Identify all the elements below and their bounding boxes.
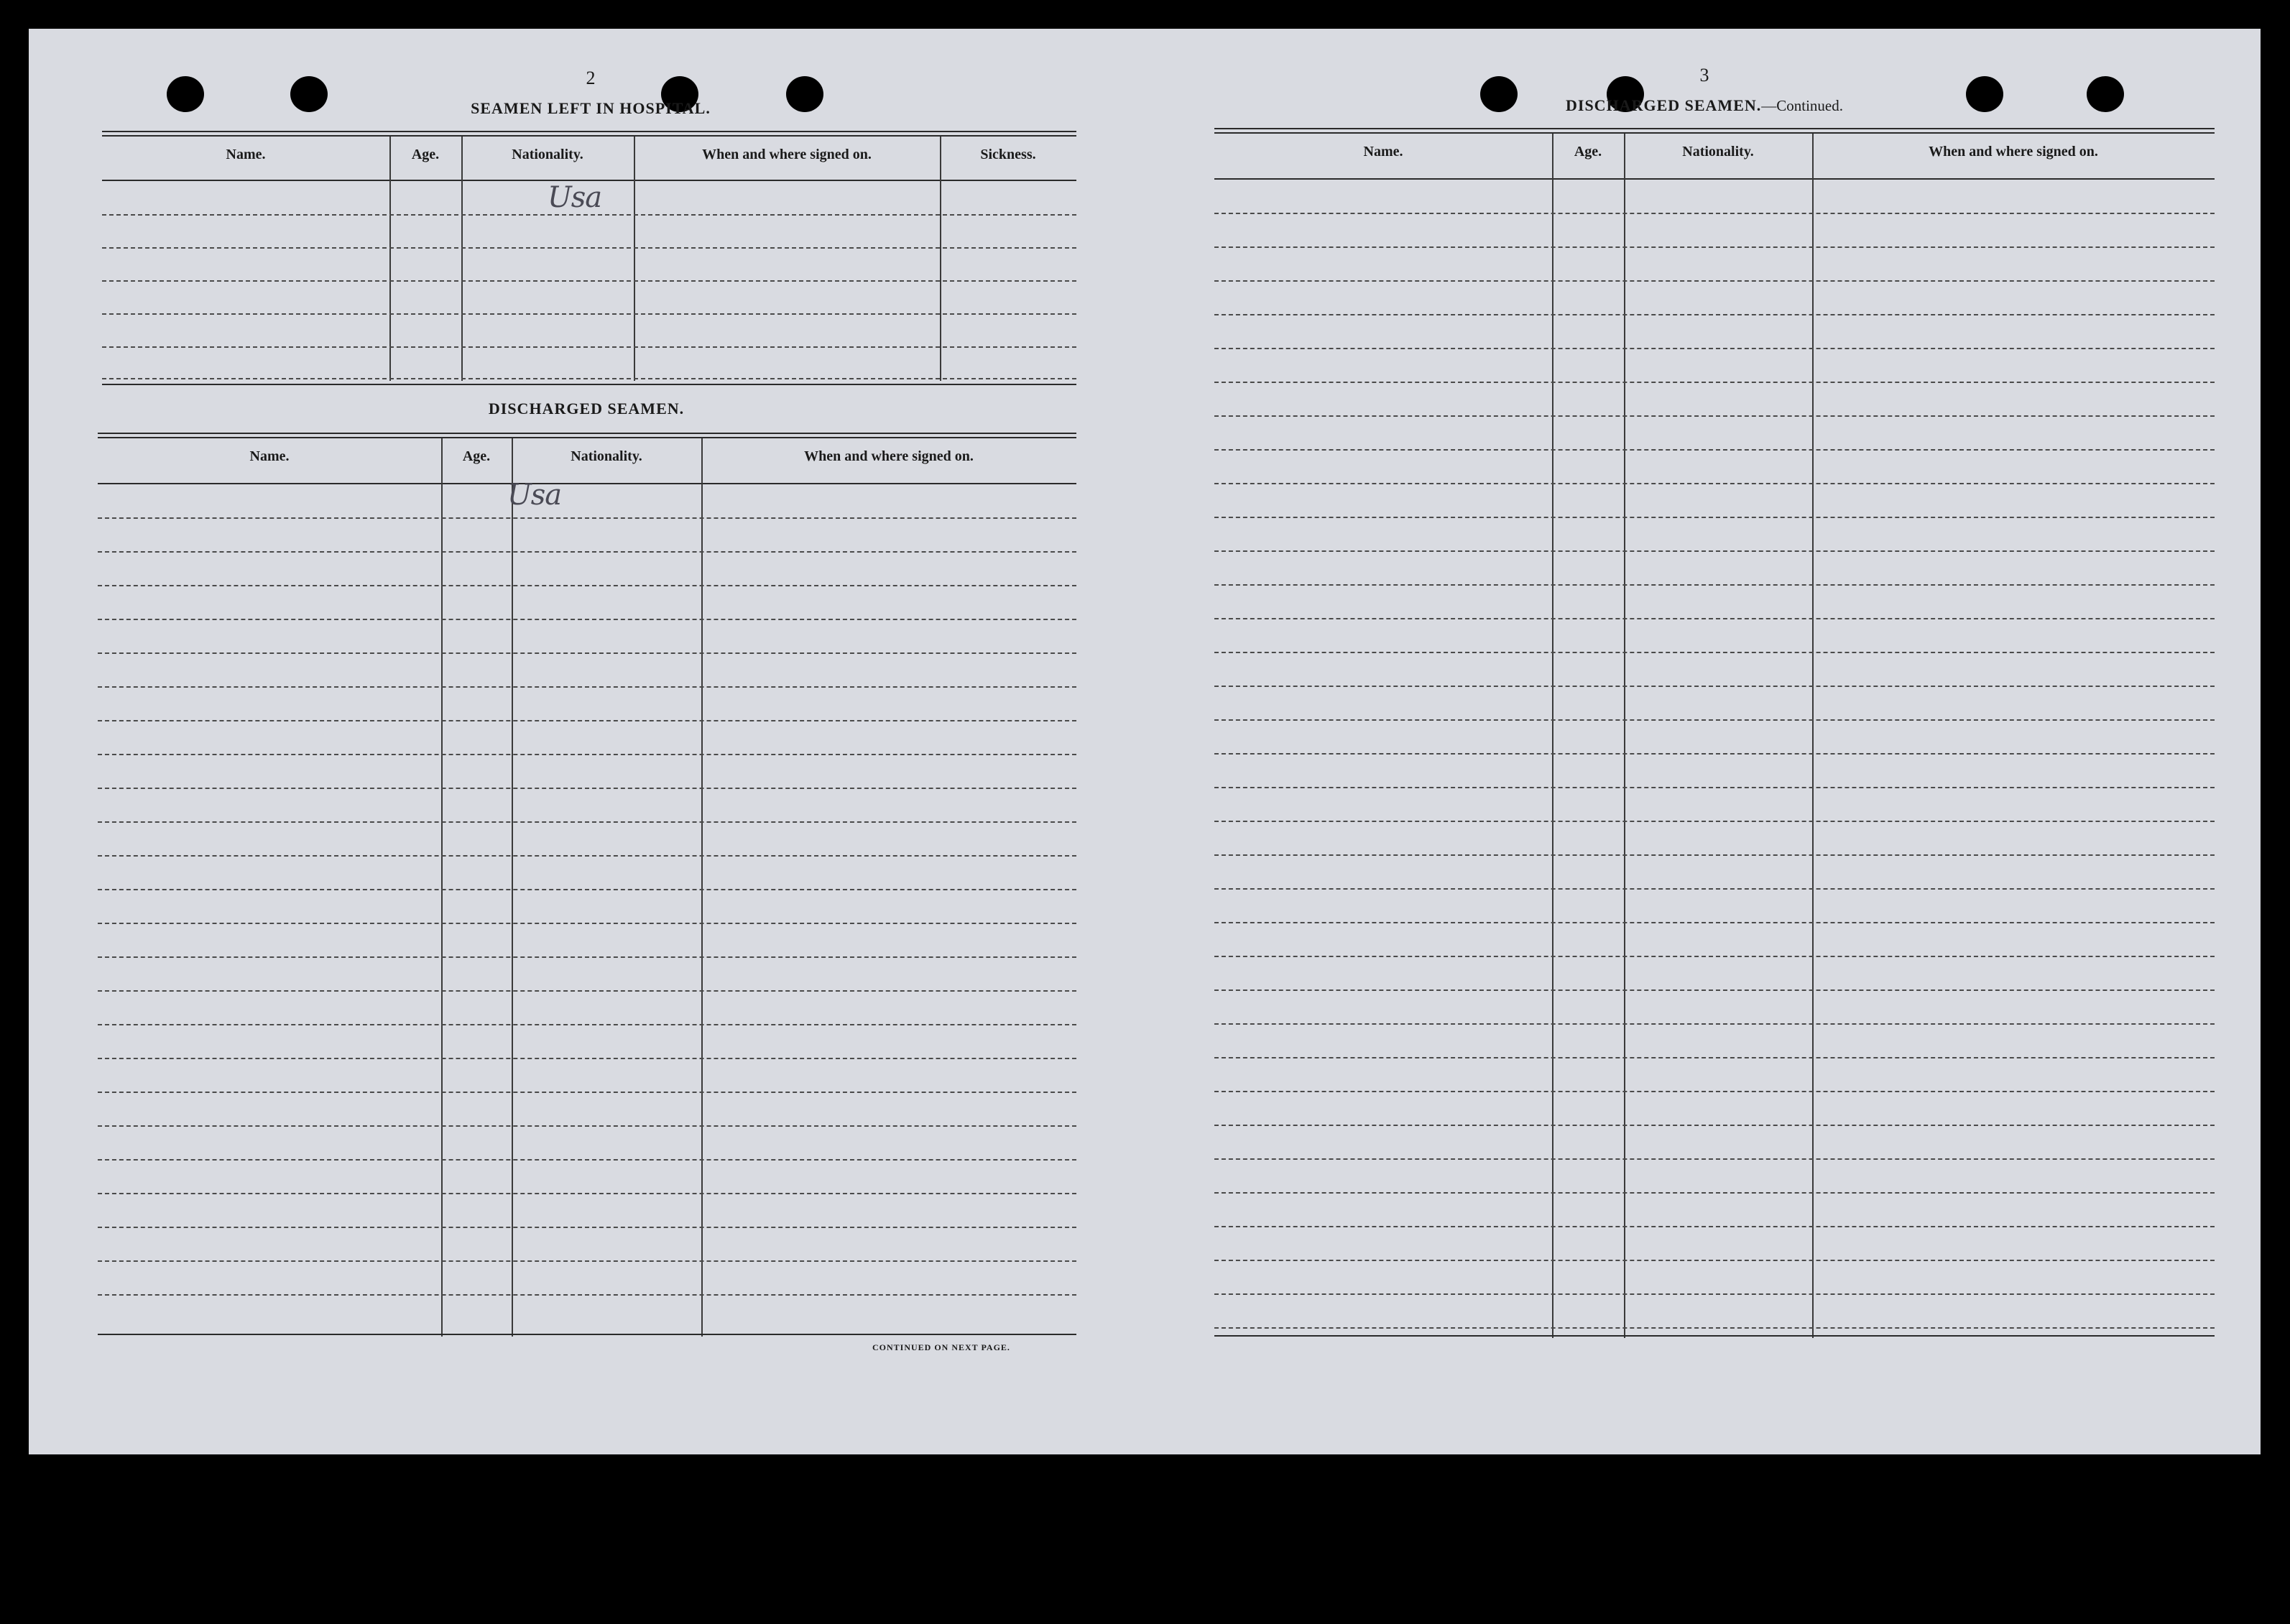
entry-row-line	[1214, 1192, 2215, 1194]
entry-row-line	[1214, 821, 2215, 822]
entry-row-line	[98, 585, 1076, 586]
entry-row-line	[1214, 989, 2215, 991]
discharged-table-left	[98, 433, 1076, 1367]
discharged-continued-title-main: DISCHARGED SEAMEN.	[1565, 96, 1762, 114]
entry-row-line	[1214, 618, 2215, 619]
col-head-age: Age.	[411, 147, 440, 162]
entry-row-line	[1214, 1260, 2215, 1261]
entry-row-line	[1214, 1226, 2215, 1227]
entry-row-line	[98, 1159, 1076, 1161]
entry-row-line	[1214, 956, 2215, 957]
entry-row-line	[1214, 314, 2215, 315]
entry-row-line	[98, 720, 1076, 721]
col-head-signed-on: When and where signed on.	[1929, 144, 2098, 160]
entry-row-line	[98, 1193, 1076, 1194]
entry-row-line	[1214, 922, 2215, 923]
col-head-signed-on: When and where signed on.	[804, 448, 974, 464]
punch-hole	[786, 76, 823, 112]
entry-row-line	[1214, 854, 2215, 856]
entry-row-line	[98, 889, 1076, 890]
entry-row-line	[1214, 1057, 2215, 1058]
page-number-left: 2	[586, 68, 596, 88]
entry-row-line	[1214, 213, 2215, 214]
entry-row-line	[98, 821, 1076, 823]
col-head-signed-on: When and where signed on.	[702, 147, 872, 162]
entry-row-line	[98, 1227, 1076, 1228]
document-sheet	[29, 29, 2261, 1454]
entry-row-line	[98, 1294, 1076, 1296]
col-head-nationality: Nationality.	[512, 147, 583, 162]
entry-row-line	[1214, 449, 2215, 451]
entry-row-line	[1214, 1125, 2215, 1126]
col-head-age: Age.	[462, 448, 491, 464]
handwritten-nationality: Usa	[507, 479, 562, 512]
entry-row-line	[98, 990, 1076, 992]
entry-row-line	[1214, 280, 2215, 282]
discharged-continued-title	[1566, 96, 1843, 115]
punch-hole	[290, 76, 328, 112]
entry-row-line	[1214, 348, 2215, 349]
col-head-name: Name.	[249, 448, 290, 464]
punch-hole	[1966, 76, 2003, 112]
entry-row-line	[1214, 686, 2215, 687]
col-head-sickness: Sickness.	[980, 147, 1036, 162]
entry-row-line	[98, 1092, 1076, 1093]
entry-row-line	[98, 1058, 1076, 1059]
discharged-continued-suffix: —Continued.	[1761, 97, 1844, 114]
entry-row-line	[98, 551, 1076, 553]
entry-row-line	[98, 923, 1076, 924]
hospital-table	[102, 131, 1076, 418]
entry-row-line	[1214, 483, 2215, 484]
punch-hole	[1480, 76, 1518, 112]
entry-row-line	[1214, 415, 2215, 417]
punch-hole	[167, 76, 204, 112]
entry-row-line	[1214, 1293, 2215, 1295]
entry-row-line	[98, 956, 1076, 958]
col-head-nationality: Nationality.	[571, 448, 642, 464]
entry-row-line	[98, 788, 1076, 789]
entry-row-line	[1214, 517, 2215, 518]
col-head-name: Name.	[226, 147, 266, 162]
entry-row-line	[98, 619, 1076, 620]
entry-row-line	[1214, 1091, 2215, 1092]
entry-row-line	[98, 1125, 1076, 1127]
entry-row-line	[1214, 652, 2215, 653]
entry-row-line	[98, 1260, 1076, 1262]
col-head-age: Age.	[1574, 144, 1602, 160]
hospital-section-title: SEAMEN LEFT IN HOSPITAL.	[471, 99, 711, 117]
col-head-name: Name.	[1363, 144, 1403, 160]
entry-row-line	[1214, 1158, 2215, 1160]
entry-row-line	[1214, 550, 2215, 552]
discharged-table-right	[1214, 128, 2215, 1364]
punch-hole	[2087, 76, 2124, 112]
entry-row-line	[98, 686, 1076, 688]
entry-row-line	[98, 517, 1076, 519]
discharged-section-title: DISCHARGED SEAMEN.	[488, 400, 685, 417]
continued-note: CONTINUED ON NEXT PAGE.	[872, 1342, 1010, 1352]
entry-row-line	[1214, 753, 2215, 755]
entry-row-line	[1214, 1023, 2215, 1025]
page-number-right: 3	[1699, 65, 1709, 86]
entry-row-line	[1214, 1327, 2215, 1329]
entry-row-line	[1214, 719, 2215, 721]
col-head-nationality: Nationality.	[1682, 144, 1754, 160]
entry-row-line	[1214, 888, 2215, 890]
handwritten-nationality: Usa	[548, 181, 602, 214]
entry-row-line	[1214, 584, 2215, 586]
entry-row-line	[98, 1024, 1076, 1025]
entry-row-line	[1214, 246, 2215, 248]
entry-row-line	[98, 754, 1076, 755]
entry-row-line	[1214, 382, 2215, 383]
entry-row-line	[98, 855, 1076, 857]
entry-row-line	[98, 652, 1076, 654]
entry-row-line	[1214, 787, 2215, 788]
